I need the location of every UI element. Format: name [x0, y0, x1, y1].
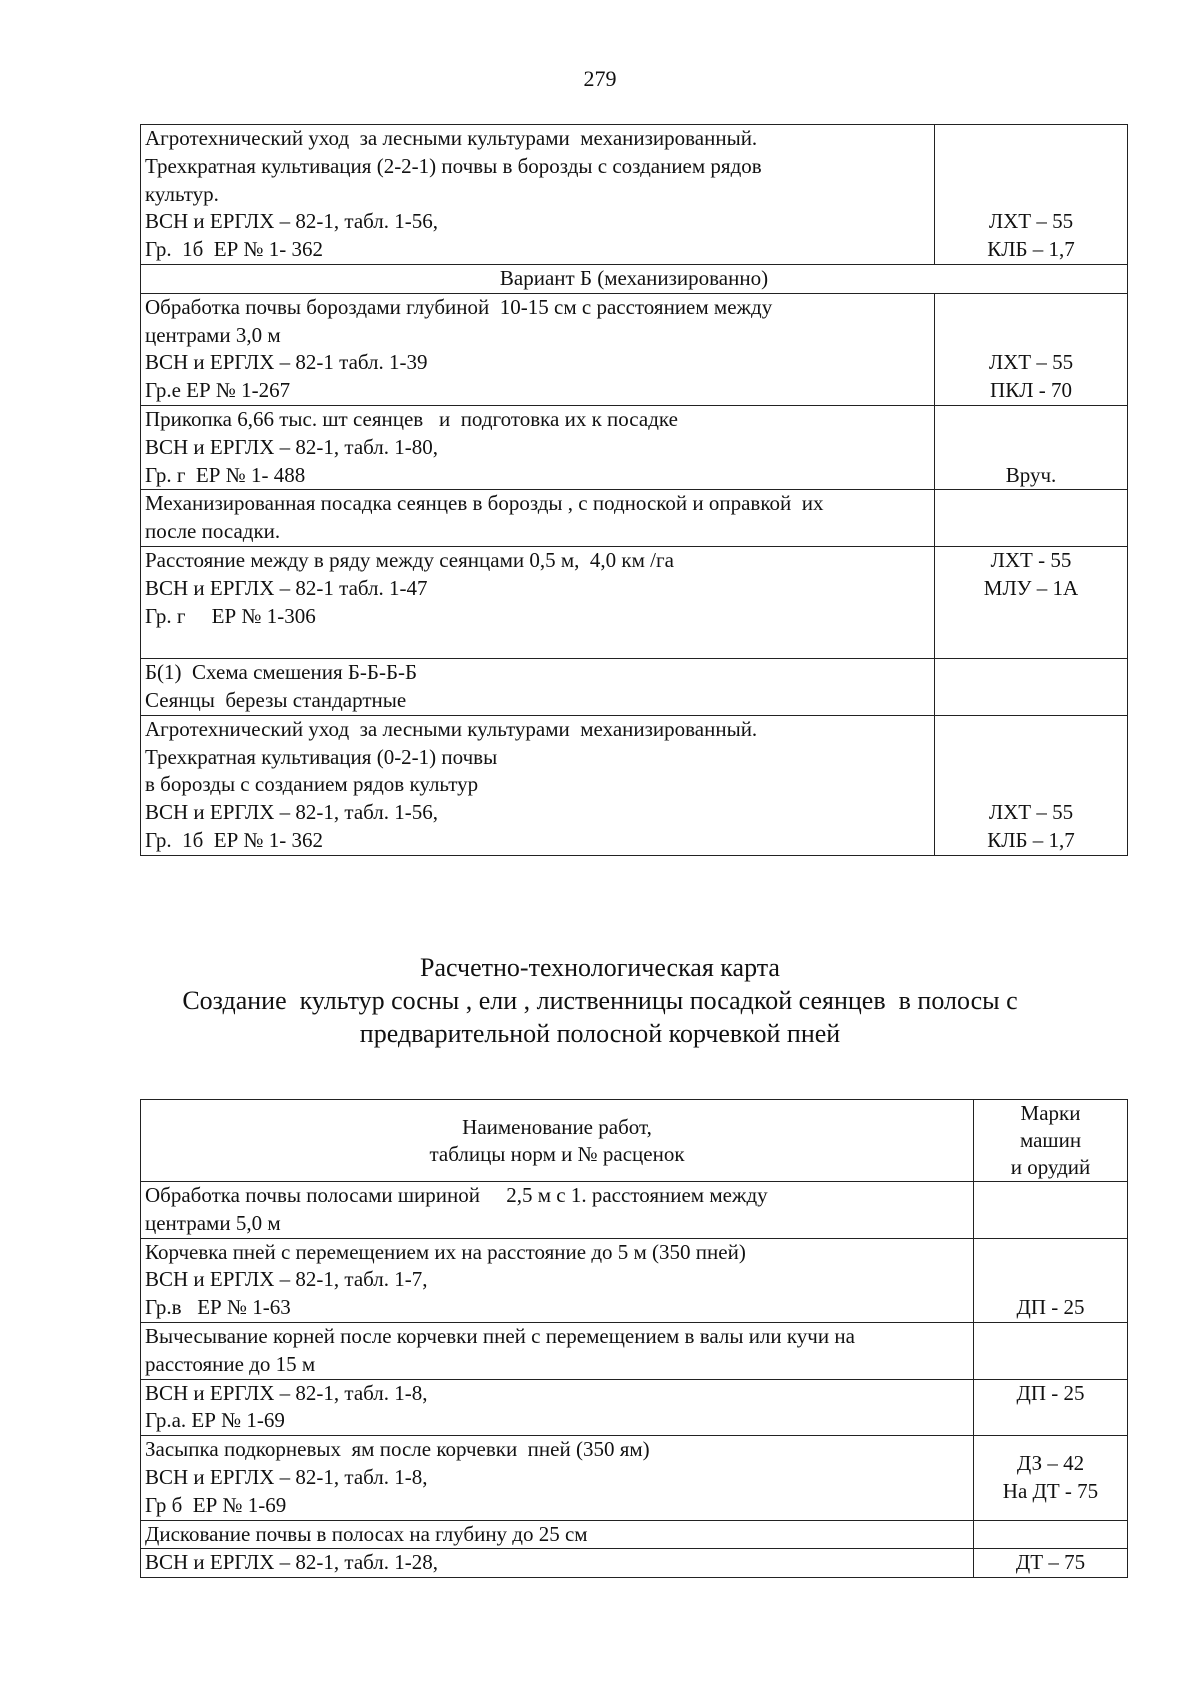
work-description-line: Трехкратная культивация (2-2-1) почвы в борозды с созданием рядов [145, 153, 762, 178]
heading-line-3: предварительной полосной корчевкой пней [359, 1019, 841, 1048]
work-description-line: ВСН и ЕРГЛХ – 82-1, табл. 1-56, [145, 800, 439, 825]
work-description-line: ВСН и ЕРГЛХ – 82-1 табл. 1-39 [145, 350, 428, 375]
machine-cell [974, 1322, 1128, 1379]
section-title: Вариант Б (механизированно) [499, 265, 769, 290]
header-works-line-1: Наименование работ, [462, 1114, 652, 1139]
work-description-line: ВСН и ЕРГЛХ – 82-1, табл. 1-80, [145, 434, 439, 459]
header-works-line-2: таблицы норм и № расценок [429, 1141, 685, 1166]
table-row [141, 405, 1128, 489]
work-description-line: Вычесывание корней после корчевки пней с перемещением в валы или кучи на [145, 1323, 855, 1348]
header-machines-column [974, 1100, 1128, 1182]
work-description-line: Агротехнический уход за лесными культурами механизированный. [145, 716, 758, 741]
work-description-line: Механизированная посадка сеянцев в борозды , с подноской и оправкой их [145, 491, 824, 516]
machine-brand: ПКЛ - 70 [990, 378, 1072, 403]
operations-table-top-body [141, 125, 1128, 856]
machine-cell [935, 405, 1128, 489]
work-description-line: Дискование почвы в полосах на глубину до 25 см [145, 1521, 588, 1546]
operations-table-bottom [140, 1099, 1128, 1578]
work-description-cell [141, 125, 935, 265]
work-description-line: ВСН и ЕРГЛХ – 82-1, табл. 1-7, [145, 1267, 428, 1292]
table-row [141, 1238, 1128, 1322]
work-description-line: ВСН и ЕРГЛХ – 82-1, табл. 1-28, [145, 1550, 439, 1575]
machine-cell [974, 1182, 1128, 1239]
machine-brand: КЛБ – 1,7 [987, 237, 1075, 262]
work-description-line: ВСН и ЕРГЛХ – 82-1 табл. 1-47 [145, 575, 428, 600]
work-description-line: Агротехнический уход за лесными культурами механизированный. [145, 126, 758, 150]
work-description-cell [141, 1238, 974, 1322]
machine-brand: Вруч. [1005, 462, 1057, 487]
work-description-line: культур. [145, 181, 219, 206]
machine-cell [935, 715, 1128, 855]
table-row [141, 659, 1128, 716]
machine-brand: ЛХТ – 55 [988, 209, 1074, 234]
work-description-cell [141, 1520, 974, 1549]
operations-table-bottom-body [141, 1182, 1128, 1578]
work-description-line: Гр. г ЕР № 1- 488 [145, 462, 306, 487]
machine-brand: ДП - 25 [1016, 1295, 1085, 1320]
machine-brand: На ДТ - 75 [1002, 1478, 1099, 1503]
machine-cell [974, 1520, 1128, 1549]
work-description-line: Расстояние между в ряду между сеянцами 0,5 м, 4,0 км /га [145, 547, 674, 572]
work-description-line: ВСН и ЕРГЛХ – 82-1, табл. 1-8, [145, 1464, 428, 1489]
work-description-line [145, 630, 930, 658]
machine-brand: ЛХТ - 55 [990, 547, 1072, 572]
table-row [141, 125, 1128, 265]
machine-cell [974, 1549, 1128, 1578]
machine-brand: ДП - 25 [1016, 1380, 1085, 1405]
table-row [141, 293, 1128, 405]
work-description-line: Сеянцы березы стандартные [145, 687, 407, 712]
work-description-line: Гр. г ЕР № 1-306 [145, 603, 316, 628]
work-description-cell [141, 1379, 974, 1436]
work-description-cell [141, 659, 935, 716]
heading-line-1: Расчетно-технологическая карта [420, 953, 780, 982]
machine-brand: КЛБ – 1,7 [987, 827, 1075, 852]
machine-cell [935, 659, 1128, 716]
work-description-line: Б(1) Схема смешения Б-Б-Б-Б [145, 660, 418, 685]
machine-cell [935, 546, 1128, 658]
machine-cell [935, 293, 1128, 405]
work-description-line: Гр.а. ЕР № 1-69 [145, 1408, 285, 1433]
machine-cell [974, 1436, 1128, 1520]
work-description-line: Гр. 1б ЕР № 1- 362 [145, 237, 324, 262]
header-machines-line-2: машин [1019, 1128, 1082, 1152]
work-description-line: Засыпка подкорневых ям после корчевки пней (350 ям) [145, 1437, 650, 1462]
machine-brand: ЛХТ – 55 [988, 350, 1074, 375]
work-description-line: Обработка почвы бороздами глубиной 10-15 см с расстоянием между [145, 294, 773, 319]
heading-line-2: Создание культур сосны , ели , лиственницы посадкой сеянцев в полосы с [182, 986, 1018, 1015]
machine-brand: ДЗ – 42 [1016, 1451, 1085, 1476]
operations-table-header [141, 1100, 1128, 1182]
work-description-line: центрами 3,0 м [145, 322, 281, 347]
table-row [141, 490, 1128, 547]
work-description-line: Прикопка 6,66 тыс. шт сеянцев и подготовка их к посадке [145, 406, 678, 431]
work-description-line: ВСН и ЕРГЛХ – 82-1, табл. 1-56, [145, 209, 439, 234]
section-heading [0, 951, 1200, 1050]
header-works-column [141, 1100, 974, 1182]
table-row [141, 1379, 1128, 1436]
work-description-cell [141, 1182, 974, 1239]
machine-brand: МЛУ – 1А [983, 575, 1079, 600]
machine-cell [935, 125, 1128, 265]
work-description-line: Корчевка пней с перемещением их на расстояние до 5 м (350 пней) [145, 1239, 746, 1264]
table-row [141, 1520, 1128, 1549]
work-description-line: в борозды с созданием рядов культур [145, 772, 479, 797]
work-description-line: Гр.в ЕР № 1-63 [145, 1295, 291, 1320]
header-machines-line-3: и орудий [1010, 1155, 1091, 1179]
work-description-line: Гр.е ЕР № 1-267 [145, 378, 291, 403]
table-row [141, 546, 1128, 658]
table-row [141, 1549, 1128, 1578]
work-description-cell [141, 293, 935, 405]
work-description-cell [141, 546, 935, 658]
table-row [141, 1182, 1128, 1239]
work-description-cell [141, 715, 935, 855]
machine-brand: ЛХТ – 55 [988, 800, 1074, 825]
machine-cell [974, 1238, 1128, 1322]
work-description-cell [141, 1436, 974, 1520]
operations-table-top [140, 124, 1128, 856]
work-description-line: Гр. 1б ЕР № 1- 362 [145, 827, 324, 852]
table-row [141, 715, 1128, 855]
machine-cell [935, 490, 1128, 547]
work-description-cell [141, 490, 935, 547]
work-description-line: Обработка почвы полосами шириной 2,5 м с 1. расстоянием между [145, 1183, 768, 1207]
machine-cell [974, 1379, 1128, 1436]
machine-brand: ДТ – 75 [1015, 1550, 1086, 1575]
work-description-cell [141, 1322, 974, 1379]
work-description-line: ВСН и ЕРГЛХ – 82-1, табл. 1-8, [145, 1380, 428, 1405]
table-row [141, 264, 1128, 293]
work-description-line: после посадки. [145, 519, 281, 544]
header-machines-line-1: Марки [1020, 1101, 1081, 1125]
work-description-cell [141, 1549, 974, 1578]
work-description-line: Трехкратная культивация (0-2-1) почвы [145, 744, 498, 769]
work-description-cell [141, 405, 935, 489]
work-description-line: центрами 5,0 м [145, 1210, 281, 1235]
table-row [141, 1436, 1128, 1520]
work-description-line: расстояние до 15 м [145, 1351, 316, 1376]
page-number: 279 [583, 66, 617, 91]
header-row [141, 1100, 1128, 1182]
table-row [141, 1322, 1128, 1379]
work-description-line: Гр б ЕР № 1-69 [145, 1492, 287, 1517]
section-title-cell [141, 264, 1128, 293]
